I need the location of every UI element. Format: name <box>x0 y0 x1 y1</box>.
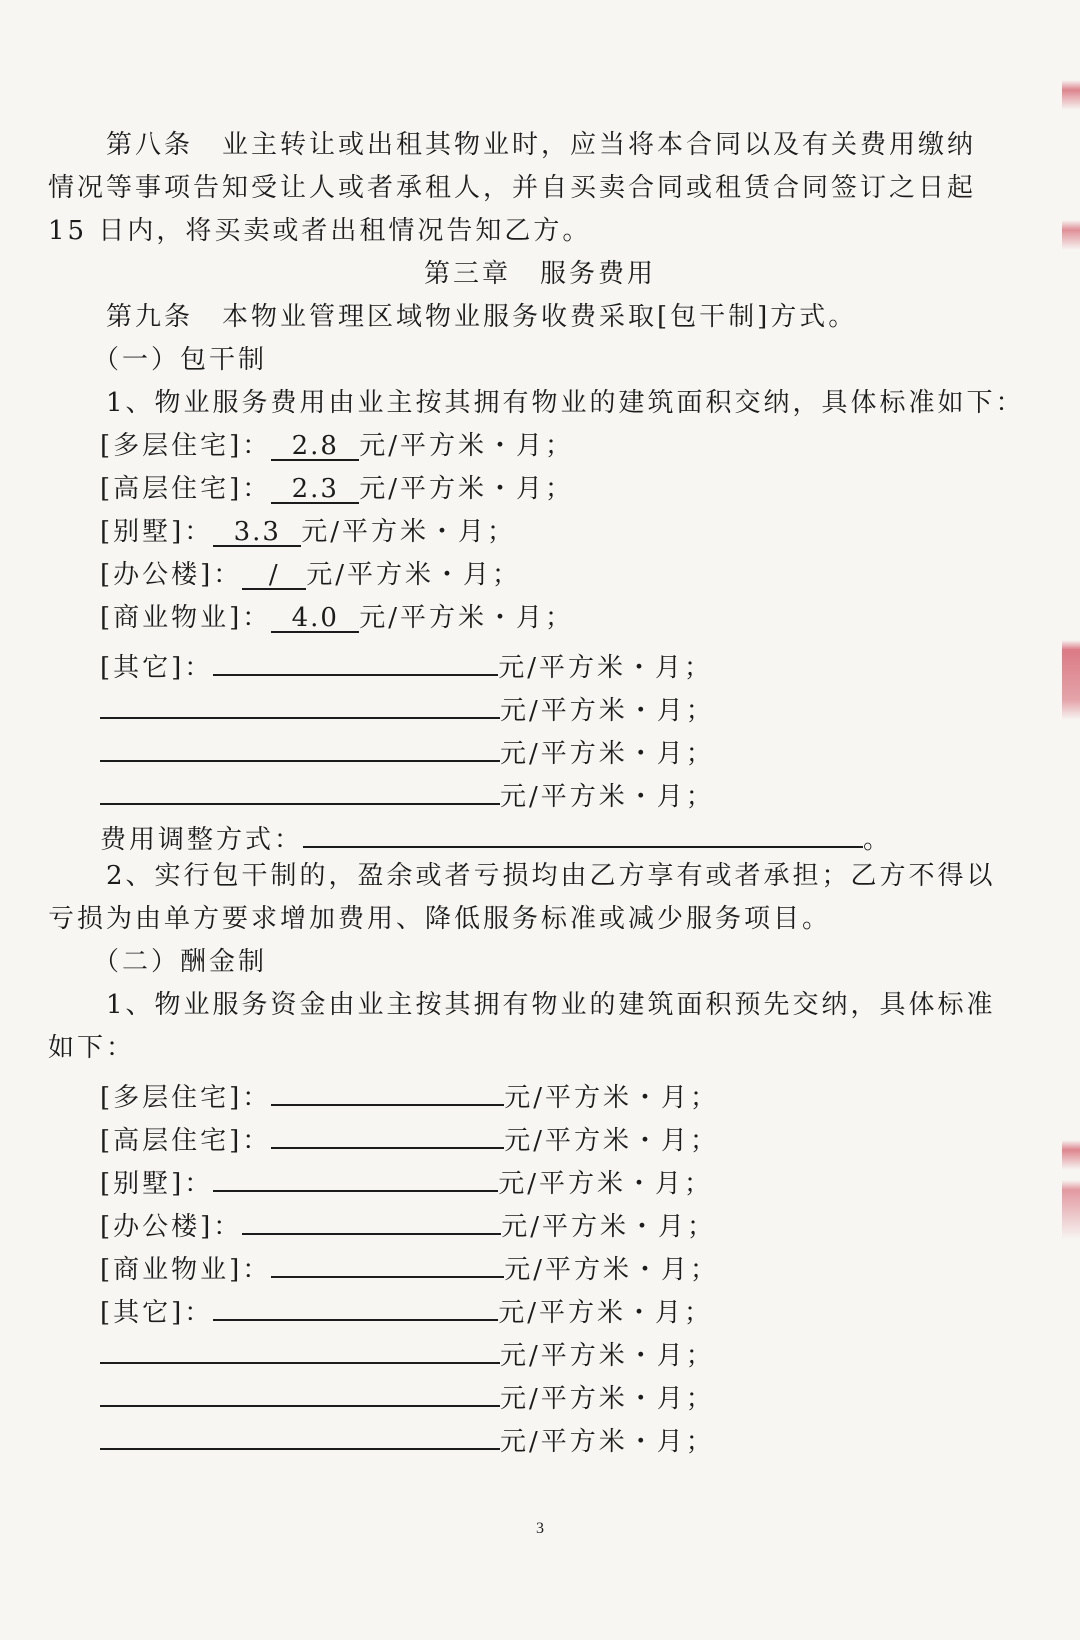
section1-title: （一）包干制 <box>48 345 268 375</box>
fee-unit: 元/平方米・月； <box>359 431 575 461</box>
fee-row-blank <box>100 1375 980 1416</box>
fee-label: [商业物业]： <box>100 603 272 633</box>
fee-unit: 元/平方米・月； <box>500 1427 715 1457</box>
fee-label: [别墅]： <box>100 517 214 547</box>
page-number: 3 <box>536 1520 544 1537</box>
article8-line1: 第八条 业主转让或出租其物业时，应当将本合同以及有关费用缴纳 <box>48 130 977 160</box>
section2-item1-line2: 如下： <box>48 1033 136 1063</box>
fee-unit: 元/平方米・月； <box>500 782 715 812</box>
fee-unit: 元/平方米・月； <box>504 1255 720 1285</box>
fee-label: [别墅]： <box>100 1169 214 1199</box>
fee-value: 2.8 <box>271 429 359 461</box>
section1-item2-line1: 2、实行包干制的，盈余或者亏损均由乙方享有或者承担；乙方不得以 <box>48 861 996 891</box>
adjust-end: 。 <box>863 825 893 855</box>
fee-unit: 元/平方米・月； <box>500 739 715 769</box>
fee-label: [其它]： <box>100 653 214 683</box>
section2-title: （二）酬金制 <box>48 947 268 977</box>
fee-unit: 元/平方米・月； <box>498 1298 714 1328</box>
fee-row-blank <box>100 730 980 771</box>
fee-unit: 元/平方米・月； <box>500 1384 715 1414</box>
section2-item1-line1: 1、物业服务资金由业主按其拥有物业的建筑面积预先交纳，具体标准 <box>48 990 996 1020</box>
fee-row-villa <box>100 515 980 549</box>
fee-row-blank <box>100 1418 980 1459</box>
fee-value: 3.3 <box>213 515 301 547</box>
chapter-title: 第三章 服务费用 <box>423 259 656 289</box>
fee-value: 2.3 <box>271 472 359 504</box>
fee-row-multistory <box>100 1074 980 1115</box>
fee-unit: 元/平方米・月； <box>498 653 714 683</box>
blank-line <box>100 1375 500 1407</box>
blank-line <box>213 1160 498 1192</box>
fee-row-blank <box>100 687 980 728</box>
fee-row-multistory <box>100 429 980 463</box>
fee-unit: 元/平方米・月； <box>301 517 517 547</box>
fee-label: [多层住宅]： <box>100 1083 272 1113</box>
fee-unit: 元/平方米・月； <box>504 1126 720 1156</box>
blank-line <box>100 1418 500 1450</box>
fee-unit: 元/平方米・月； <box>504 1083 720 1113</box>
fee-row-highrise <box>100 1117 980 1158</box>
blank-line <box>100 687 500 719</box>
fee-label: [办公楼]： <box>100 1212 243 1242</box>
fee-label: [高层住宅]： <box>100 1126 272 1156</box>
blank-line <box>213 1289 498 1321</box>
fee-row-blank <box>100 1332 980 1373</box>
fee-row-blank <box>100 773 980 814</box>
blank-line <box>100 730 500 762</box>
fee-value: 4.0 <box>271 601 359 633</box>
blank-line <box>271 1074 504 1106</box>
article9: 第九条 本物业管理区域物业服务收费采取[包干制]方式。 <box>48 302 858 332</box>
article8-line3: 15 日内，将买卖或者出租情况告知乙方。 <box>48 216 592 246</box>
fee-unit: 元/平方米・月； <box>500 696 715 726</box>
fee-row-commercial <box>100 1246 980 1287</box>
fee-unit: 元/平方米・月； <box>500 1341 715 1371</box>
blank-line <box>271 1117 504 1149</box>
section1-item2-line2: 亏损为由单方要求增加费用、降低服务标准或减少服务项目。 <box>48 904 832 934</box>
fee-row-villa <box>100 1160 980 1201</box>
fee-value: / <box>242 558 306 590</box>
fee-row-other <box>100 1289 980 1330</box>
fee-row-office <box>100 558 980 592</box>
fee-row-highrise <box>100 472 980 506</box>
blank-line <box>271 1246 504 1278</box>
fee-label: [其它]： <box>100 1298 214 1328</box>
fee-label: [高层住宅]： <box>100 474 272 504</box>
blank-line <box>100 773 500 805</box>
article8-line2: 情况等事项告知受让人或者承租人，并自买卖合同或租赁合同签订之日起 <box>48 173 977 203</box>
fee-adjust-row <box>100 816 980 857</box>
section1-item1: 1、物业服务费用由业主按其拥有物业的建筑面积交纳，具体标准如下： <box>48 388 1025 418</box>
seal-edge-mark <box>1062 0 1080 1640</box>
fee-label: [多层住宅]： <box>100 431 272 461</box>
fee-unit: 元/平方米・月； <box>359 603 575 633</box>
fee-row-other <box>100 644 980 685</box>
fee-label: [商业物业]： <box>100 1255 272 1285</box>
fee-row-office <box>100 1203 980 1244</box>
fee-unit: 元/平方米・月； <box>498 1169 714 1199</box>
fee-row-commercial <box>100 601 980 635</box>
fee-unit: 元/平方米・月； <box>306 560 522 590</box>
blank-line <box>100 1332 500 1364</box>
fee-unit: 元/平方米・月； <box>359 474 575 504</box>
adjust-label: 费用调整方式： <box>100 825 304 855</box>
fee-value <box>213 644 498 676</box>
blank-line <box>303 816 863 848</box>
fee-unit: 元/平方米・月； <box>501 1212 717 1242</box>
blank-line <box>242 1203 501 1235</box>
fee-label: [办公楼]： <box>100 560 243 590</box>
